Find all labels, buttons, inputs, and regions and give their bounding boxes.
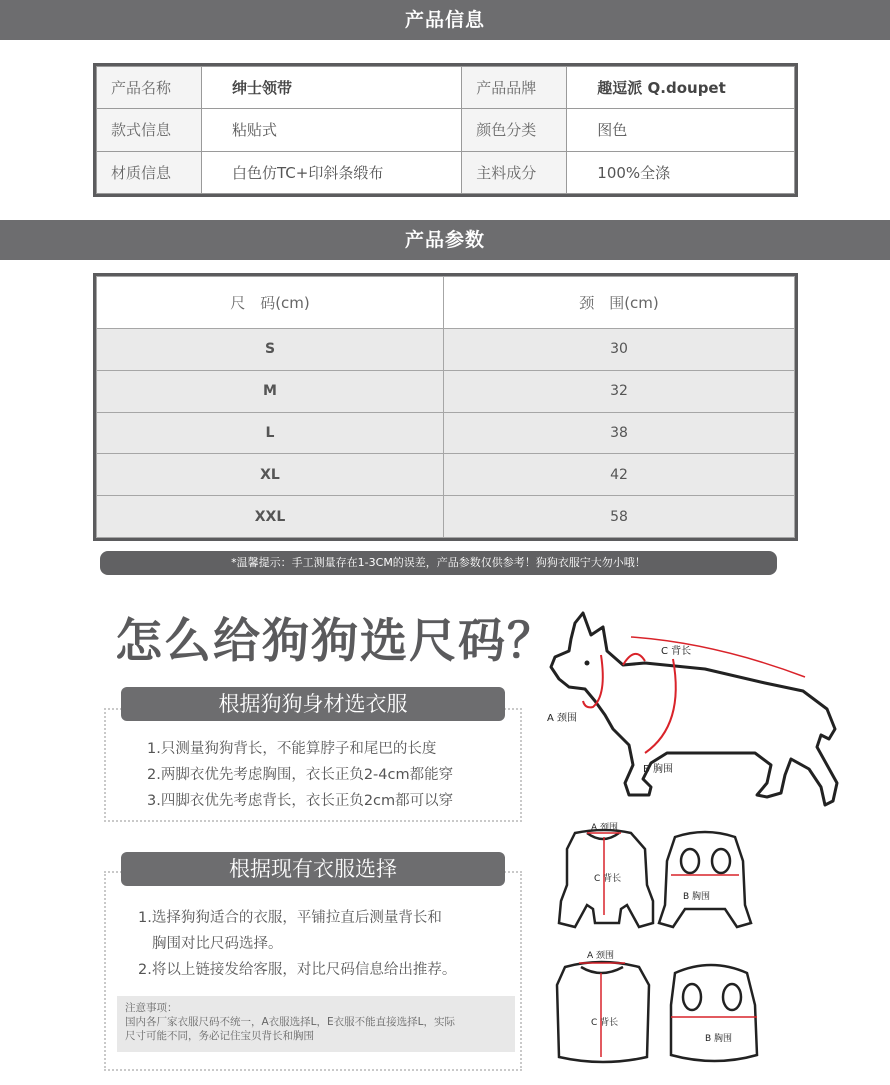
size-cell: L <box>97 412 444 454</box>
guide-title: 怎么给狗狗选尺码？ <box>115 614 556 669</box>
shirt-back-label: C 背长 <box>591 1018 619 1028</box>
section2-line: 胸围对比尺码选择。 <box>152 936 283 952</box>
neck-cell: 58 <box>444 496 795 538</box>
info-value: 白色仿TC+印斜条缎布 <box>202 151 462 193</box>
neck-header: 颈 围(cm) <box>444 277 795 329</box>
section1-line: 3.四脚衣优先考虑背长，衣长正负2cm都可以穿 <box>147 793 454 809</box>
neck-cell: 38 <box>444 412 795 454</box>
measurement-diagram <box>535 605 880 1075</box>
size-cell: XL <box>97 454 444 496</box>
section1-heading: 根据狗狗身材选衣服 <box>121 687 505 721</box>
notice-box <box>117 996 515 1052</box>
info-label: 材质信息 <box>97 151 202 193</box>
size-cell: S <box>97 329 444 371</box>
info-label: 产品品牌 <box>462 67 567 109</box>
section2-heading: 根据现有衣服选择 <box>121 852 505 886</box>
size-header: 尺 码(cm) <box>97 277 444 329</box>
notice-line: 尺寸可能不同，务必记住宝贝背长和胸围 <box>125 1030 314 1042</box>
dog-outline-icon <box>551 613 837 805</box>
section1-line: 1.只测量狗狗背长，不能算脖子和尾巴的长度 <box>147 741 437 757</box>
outfit-back-label: C 背长 <box>594 874 622 884</box>
outfit-chest-label: B 胸围 <box>683 892 711 902</box>
info-label: 款式信息 <box>97 109 202 151</box>
two-leg-outfit-back-icon <box>671 965 757 1061</box>
shirt-neck-label: A 颈围 <box>587 951 615 961</box>
info-value: 粘贴式 <box>202 109 462 151</box>
info-value: 趣逗派 Q.doupet <box>567 67 795 109</box>
product-info-banner: 产品信息 <box>0 0 890 40</box>
neck-cell: 42 <box>444 454 795 496</box>
info-value: 100%全涤 <box>567 151 795 193</box>
size-table <box>93 273 798 541</box>
four-leg-outfit-back-icon <box>659 832 751 927</box>
neck-cell: 32 <box>444 370 795 412</box>
size-cell: M <box>97 370 444 412</box>
info-value: 图色 <box>567 109 795 151</box>
section2-line: 2.将以上链接发给客服，对比尺码信息给出推荐。 <box>138 962 457 978</box>
info-value: 绅士领带 <box>202 67 462 109</box>
info-label: 颜色分类 <box>462 109 567 151</box>
chest-label: B 胸围 <box>643 764 674 775</box>
neck-cell: 30 <box>444 329 795 371</box>
notice-line: 国内各厂家衣服尺码不统一，A衣服选择L，E衣服不能直接选择L，实际 <box>125 1016 456 1028</box>
product-info-table <box>93 63 798 197</box>
notice-title: 注意事项： <box>125 1002 178 1014</box>
two-leg-outfit-icon <box>557 962 649 1062</box>
size-cell: XXL <box>97 496 444 538</box>
shirt-chest-label: B 胸围 <box>705 1034 733 1044</box>
info-label: 产品名称 <box>97 67 202 109</box>
back-length-label: C 背长 <box>661 646 692 657</box>
product-params-banner: 产品参数 <box>0 220 890 260</box>
info-label: 主料成分 <box>462 151 567 193</box>
section1-line: 2.两脚衣优先考虑胸围，衣长正负2-4cm都能穿 <box>147 767 454 783</box>
measurement-tip: *温馨提示：手工测量存在1-3CM的误差，产品参数仅供参考！狗狗衣服宁大勿小哦！ <box>100 551 777 575</box>
neck-label: A 颈围 <box>547 713 578 724</box>
outfit-neck-label: A 颈围 <box>591 823 619 833</box>
section2-line: 1.选择狗狗适合的衣服，平铺拉直后测量背长和 <box>138 910 442 926</box>
